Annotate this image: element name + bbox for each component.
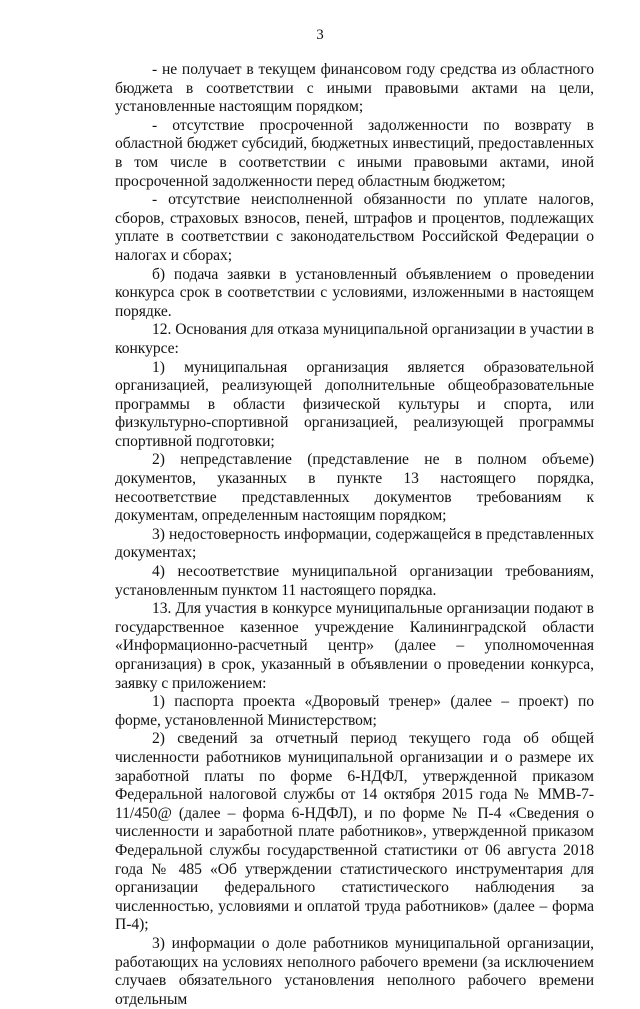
page-number: 3: [316, 27, 324, 43]
paragraph-section-12: 12. Основания для отказа муниципальной организации в участии в конкурсе:: [115, 321, 594, 357]
paragraph-12-item-1: 1) муниципальная организация является образовательной организацией, реализующей дополнительные общеобразовательные программы в области физической культуры и спорта, или физкультурно-спортивной организацией, реализующей программы спортивной подготовки;: [115, 358, 594, 450]
paragraph-13-item-1: 1) паспорта проекта «Дворовый тренер» (далее – проект) по форме, установленной Министерством;: [115, 693, 594, 729]
paragraph-12-item-4: 4) несоответствие муниципальной организации требованиям, установленным пунктом 11 настоящего порядка.: [115, 563, 594, 599]
paragraph-12-item-3: 3) недостоверность информации, содержащейся в представленных документах;: [115, 525, 594, 562]
paragraph-criterion-no-overdue-debt: - отсутствие просроченной задолженности по возврату в областной бюджет субсидий, бюджетных инвестиций, предоставленных в том числе в соответствии с иными правовыми актами, иной просроченной задолженности перед областным бюджетом;: [115, 116, 594, 190]
paragraph-criterion-no-tax-debt: - отсутствие неисполненной обязанности по уплате налогов, сборов, страховых взносов, пеней, штрафов и процентов, подлежащих уплате в соответствии с законодательством Российской Федерации о налогах и сборах;: [115, 191, 594, 264]
paragraph-criterion-no-funds: - не получает в текущем финансовом году средства из областного бюджета в соответствии с иными правовыми актами на цели, установленные настоящим порядком;: [115, 61, 594, 116]
document-body: [115, 61, 594, 1009]
paragraph-13-item-2: 2) сведений за отчетный период текущего года об общей численности работников муниципальной организации и о размере их заработной платы по форме 6-НДФЛ, утвержденной приказом Федеральной налоговой службы от 14 октября 2015 года № ММВ-7-11/450@ (далее – форма 6-НДФЛ), и по форме № П-4 «Сведения о численности и заработной плате работников», утвержденной приказом Федеральной службы государственной статистики от 06 августа 2018 года № 485 «Об утверждении статистического инструментария для организации федерального статистического наблюдения за численностью, условиями и оплатой труда работников» (далее – форма П-4);: [115, 730, 594, 934]
paragraph-item-b-application: б) подача заявки в установленный объявлением о проведении конкурса срок в соответствии с условиями, изложенными в настоящем порядке.: [115, 265, 594, 320]
paragraph-section-13: 13. Для участия в конкурсе муниципальные организации подают в государственное казенное учреждение Калининградской области «Информационно-расчетный центр» (далее – уполномоченная организация) в срок, указанный в объявлении о проведении конкурса, заявку с приложением:: [115, 600, 594, 692]
paragraph-13-item-3: 3) информации о доле работников муниципальной организации, работающих на условиях неполного рабочего времени (за исключением случаев обязательного установления неполного рабочего времени отдельным: [115, 934, 594, 1008]
paragraph-12-item-2: 2) непредставление (представление не в полном объеме) документов, указанных в пункте 13 настоящего порядка, несоответствие представленных документов требованиям к документам, определенным настоящим порядком;: [115, 451, 594, 525]
